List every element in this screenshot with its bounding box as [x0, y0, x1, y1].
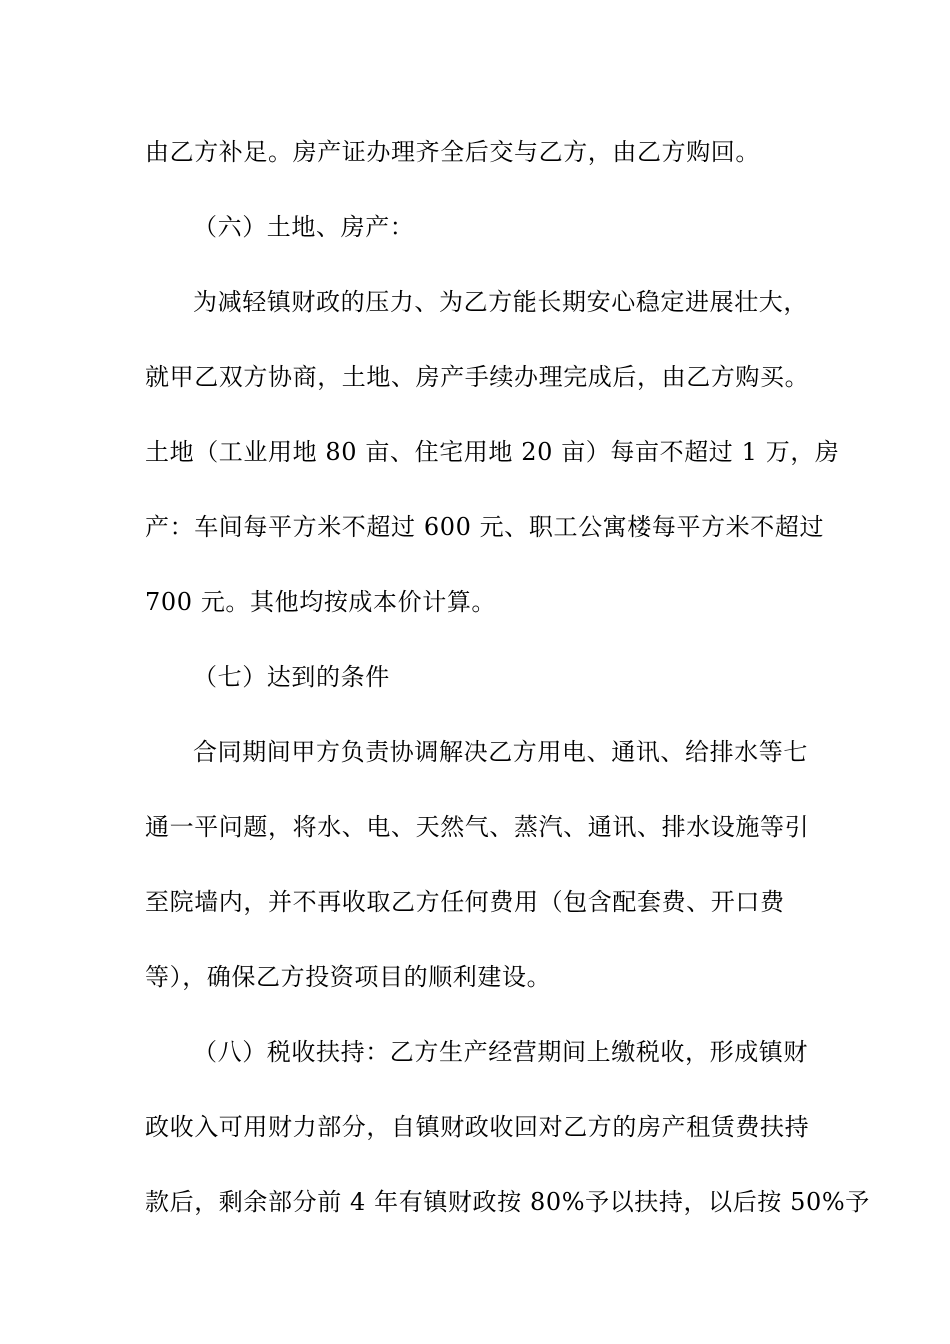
- text-line: 至院墙内，并不再收取乙方任何费用（包含配套费、开口费: [145, 888, 785, 916]
- text-line: 产：车间每平方米不超过 600 元、职工公寓楼每平方米不超过: [145, 513, 825, 541]
- section-heading: （七）达到的条件: [193, 663, 390, 691]
- text-line: 为减轻镇财政的压力、为乙方能长期安心稳定进展壮大，: [193, 288, 808, 316]
- text-line: （八）税收扶持：乙方生产经营期间上缴税收，形成镇财: [193, 1038, 808, 1066]
- text-line: 款后，剩余部分前 4 年有镇财政按 80%予以扶持，以后按 50%予: [145, 1188, 870, 1216]
- text-line: 土地（工业用地 80 亩、住宅用地 20 亩）每亩不超过 1 万，房: [145, 438, 840, 466]
- text-line: 就甲乙双方协商，土地、房产手续办理完成后，由乙方购买。: [145, 363, 810, 391]
- text-line: 政收入可用财力部分，自镇财政收回对乙方的房产租赁费扶持: [145, 1113, 810, 1141]
- text-line: 700 元。其他均按成本价计算。: [145, 588, 497, 616]
- text-line: 等），确保乙方投资项目的顺利建设。: [145, 963, 552, 991]
- text-line: 合同期间甲方负责协调解决乙方用电、通讯、给排水等七: [193, 738, 808, 766]
- section-heading: （六）土地、房产：: [193, 213, 415, 241]
- text-line: 通一平问题，将水、电、天然气、蒸汽、通讯、排水设施等引: [145, 813, 810, 841]
- text-line: 由乙方补足。房产证办理齐全后交与乙方，由乙方购回。: [145, 138, 760, 166]
